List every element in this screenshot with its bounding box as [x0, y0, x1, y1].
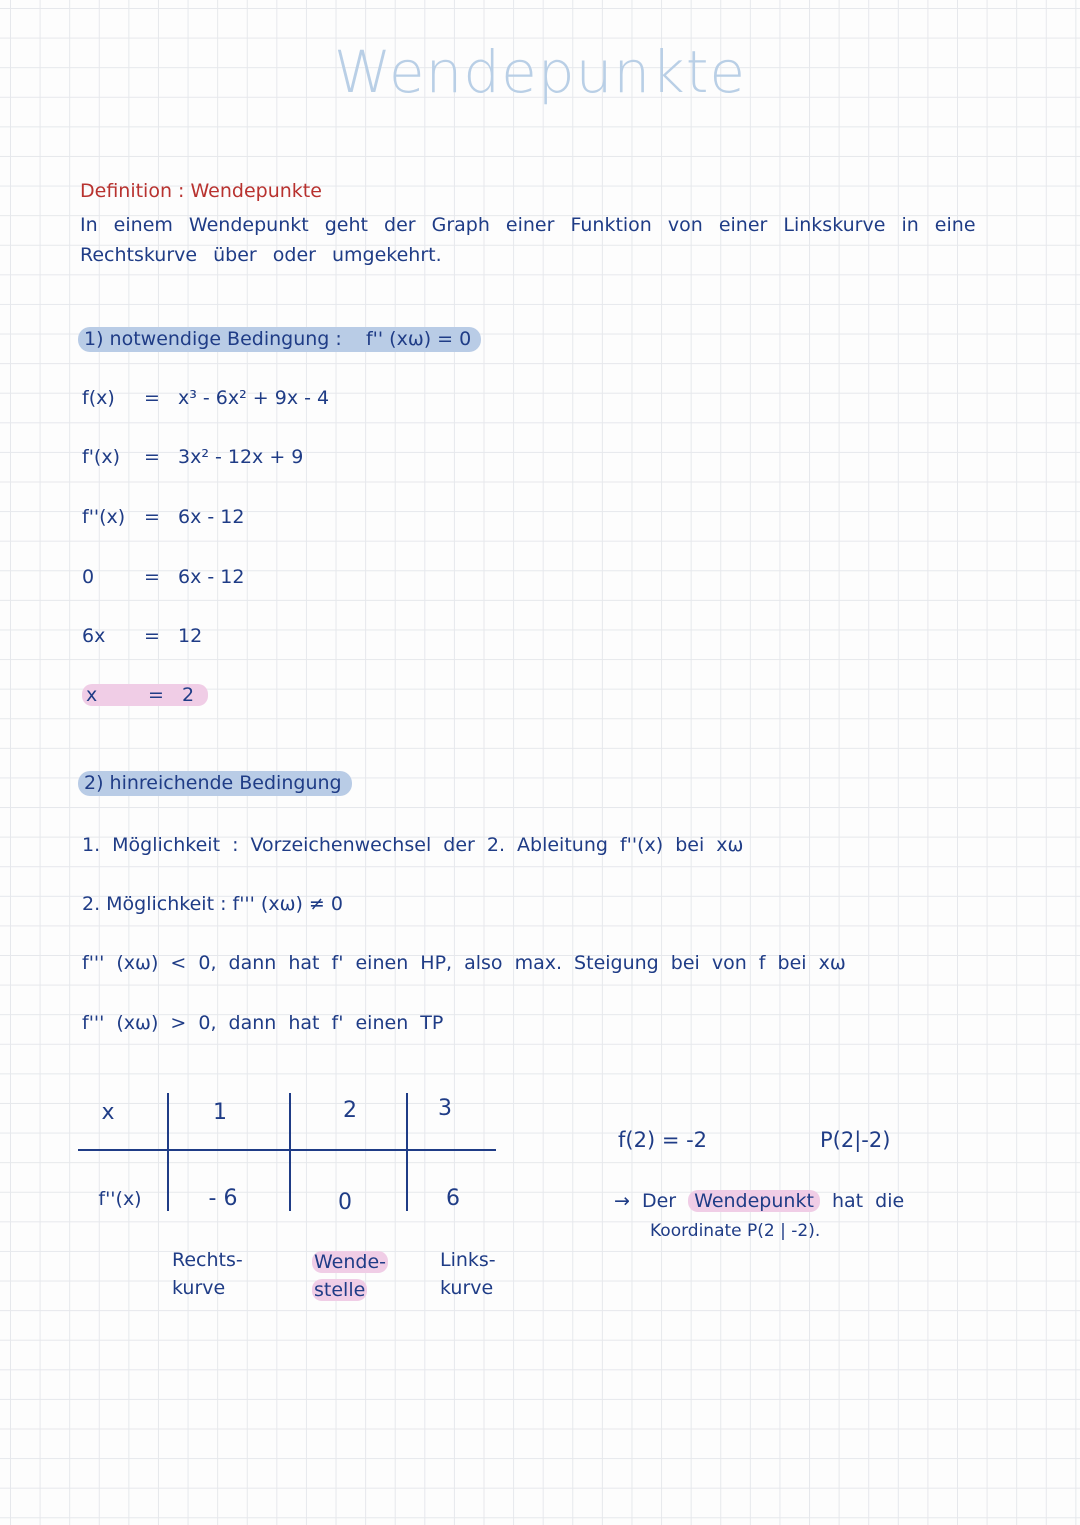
table-cell: 2 [343, 1098, 357, 1123]
definition-heading: Definition : Wendepunkte [80, 180, 322, 202]
section-1-title: 1) notwendige Bedingung : [84, 328, 342, 350]
result-line-1: → Der Wendepunkt hat die [614, 1190, 905, 1212]
possibility-2: 2. Möglichkeit : f''' (xω) ≠ 0 [82, 893, 343, 915]
function-value: f(2) = -2 [618, 1128, 708, 1152]
table-vertical-line [289, 1093, 291, 1211]
section-1-heading [78, 328, 481, 350]
necessary-condition: f'' (xω) = 0 [365, 328, 472, 350]
table-horizontal-line [78, 1149, 496, 1151]
table-caption: Links- kurve [440, 1249, 496, 1299]
table-cell: - 6 [208, 1186, 238, 1211]
turning-point: P(2|-2) [820, 1128, 891, 1152]
table-cell: 6 [446, 1186, 460, 1211]
result-line-2: Koordinate P(2 | -2). [650, 1221, 821, 1241]
definition-line-2: Rechtskurve über oder umgekehrt. [80, 244, 442, 266]
definition-text [80, 210, 1000, 270]
table-caption-highlighted: Wende- stelle [314, 1251, 387, 1301]
equation-row: f''(x) = 6x - 12 [82, 506, 245, 528]
page-title: Wendepunkte [333, 38, 747, 106]
table-cell: 0 [338, 1190, 352, 1215]
equation-result-highlighted: x = 2 [82, 684, 208, 706]
table-vertical-line [406, 1093, 408, 1211]
table-row2-label: f''(x) [98, 1188, 142, 1210]
equation-row: f(x) = x³ - 6x² + 9x - 4 [82, 387, 330, 409]
equation-row: 6x = 12 [82, 625, 203, 647]
table-vertical-line [167, 1093, 169, 1211]
table-cell: 3 [438, 1096, 452, 1121]
equation-row: 0 = 6x - 12 [82, 566, 245, 588]
arrow-icon: → [614, 1190, 630, 1212]
equation-row: f'(x) = 3x² - 12x + 9 [82, 446, 304, 468]
section-2-heading: 2) hinreichende Bedingung [78, 772, 352, 794]
possibility-1: 1. Möglichkeit : Vorzeichenwechsel der 2. Ableitung f''(x) bei xω [82, 834, 744, 856]
table-row1-label: x [101, 1100, 115, 1125]
case-positive: f''' (xω) > 0, dann hat f' einen TP [82, 1012, 444, 1034]
table-cell: 1 [213, 1100, 227, 1125]
definition-line-1: In einem Wendepunkt geht der Graph einer Funktion von einer Linkskurve in eine [80, 214, 976, 236]
table-caption: Rechts- kurve [172, 1249, 243, 1299]
case-negative: f''' (xω) < 0, dann hat f' einen HP, also max. Steigung bei von f bei xω [82, 952, 846, 974]
